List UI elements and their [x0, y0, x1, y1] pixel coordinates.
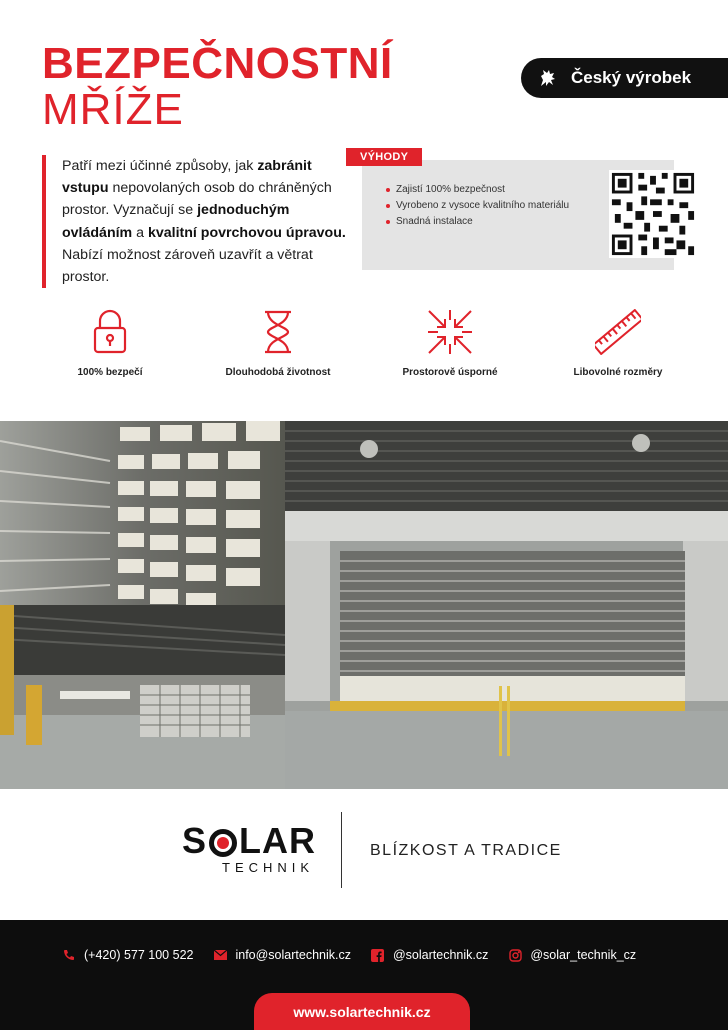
benefits-tag: VÝHODY	[346, 148, 422, 166]
benefit-item: Snadná instalace	[386, 215, 571, 228]
benefit-item: Vyrobeno z vysoce kvalitního materiálu	[386, 199, 571, 212]
ruler-icon	[588, 305, 648, 359]
feature-label: Dlouhodobá životnost	[225, 367, 331, 378]
feature-label: Libovolné rozměry	[573, 367, 663, 378]
email-text: info@solartechnik.cz	[235, 948, 351, 962]
contact-instagram[interactable]	[508, 948, 636, 962]
intro-part: a	[132, 224, 148, 241]
title-line-1: BEZPEČNOSTNÍ	[42, 39, 393, 88]
instagram-icon	[508, 948, 522, 962]
phone-icon	[62, 948, 76, 962]
logo-wordmark	[182, 822, 322, 860]
logo-o-mark	[209, 829, 237, 857]
compress-arrows-icon	[420, 305, 480, 359]
intro-part-bold: jednoduchým ovládáním	[62, 202, 290, 241]
benefit-item: Zajistí 100% bezpečnost	[386, 183, 571, 196]
brand-divider	[341, 812, 342, 888]
contact-phone[interactable]	[62, 948, 193, 962]
mail-icon	[213, 948, 227, 962]
contact-email[interactable]	[213, 948, 351, 962]
brand-tagline: BLÍZKOST A TRADICE	[370, 842, 562, 859]
badge-text: Český výrobek	[571, 68, 692, 87]
intro-part: Patří mezi účinné způsoby, jak	[62, 158, 258, 174]
hourglass-icon	[248, 305, 308, 359]
intro-part: nepovolaných osob do chráněných prostor. Vyznačují se	[62, 180, 332, 219]
instagram-text: @solar_technik_cz	[530, 948, 637, 962]
facebook-text: @solartechnik.cz	[392, 948, 489, 962]
qr-code[interactable]	[608, 170, 698, 258]
photo-garage-door	[285, 421, 728, 789]
facebook-icon	[371, 948, 385, 962]
phone-text: (+420) 577 100 522	[84, 948, 194, 962]
intro-part-bold: zabránit vstupu	[62, 158, 312, 197]
feature-security	[50, 305, 170, 379]
benefits-box	[362, 160, 674, 270]
contact-bar	[62, 948, 656, 962]
feature-label: Prostorově úsporné	[402, 367, 498, 378]
feature-label: 100% bezpečí	[77, 367, 143, 378]
intro-part-bold: kvalitní povrchovou úpravou.	[147, 224, 346, 241]
solar-technik-logo	[182, 822, 322, 882]
benefits-list	[386, 183, 571, 231]
logo-red-dot	[217, 837, 229, 849]
logo-main-text: S LAR	[182, 820, 317, 861]
intro-text	[42, 155, 347, 288]
czech-product-badge	[521, 58, 728, 98]
contact-facebook[interactable]	[371, 948, 488, 962]
photo-grille-closeup	[0, 421, 285, 605]
logo-sub-text: TECHNIK	[222, 860, 315, 875]
feature-durability	[218, 305, 338, 379]
intro-part: Nabízí možnost zároveň uzavřít a větrat prostor.	[62, 246, 313, 286]
feature-dimensions	[558, 305, 678, 379]
padlock-icon	[80, 305, 140, 359]
lion-icon	[537, 67, 559, 89]
photo-garage-entrance	[0, 605, 285, 789]
title-line-2: MŘÍŽE	[42, 85, 184, 134]
website-link[interactable]: www.solartechnik.cz	[254, 993, 470, 1030]
feature-space-saving	[390, 305, 510, 379]
